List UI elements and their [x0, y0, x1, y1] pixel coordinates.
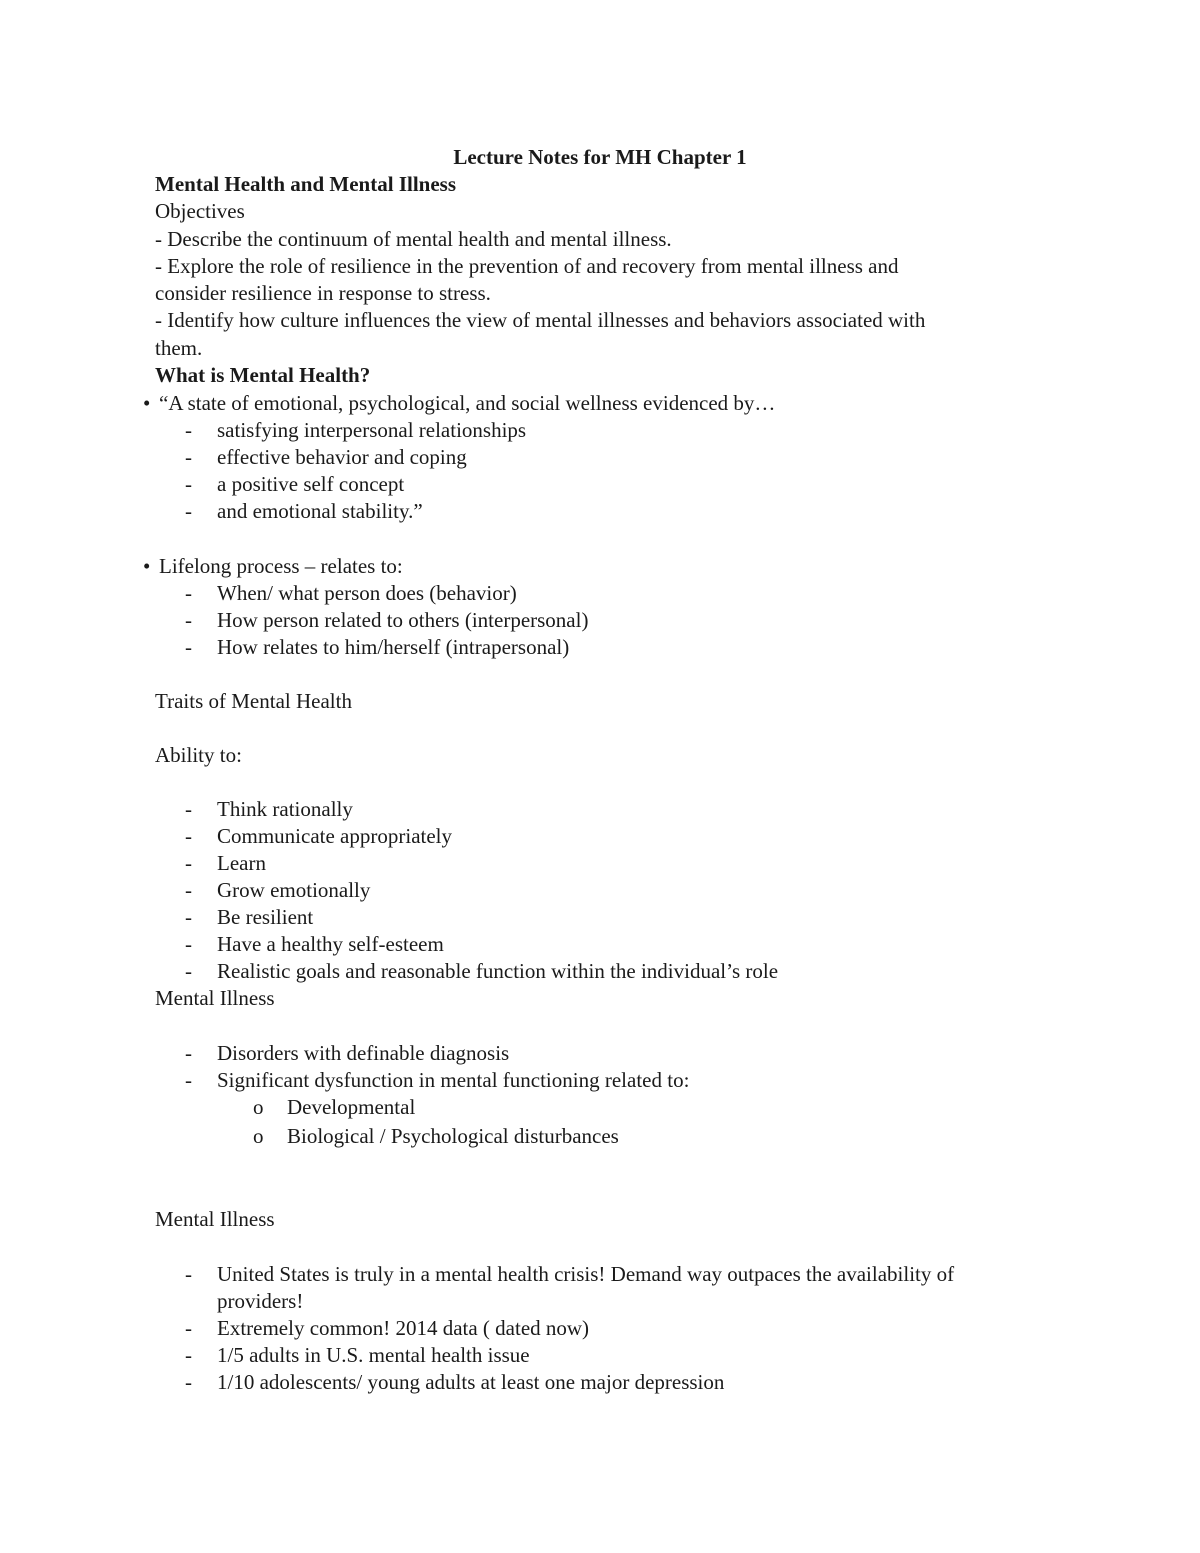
list-item-text: How person related to others (interpersonal): [217, 608, 589, 632]
list-item-text: a positive self concept: [217, 472, 405, 496]
bullet-marker: •: [143, 391, 151, 415]
ability-label: Ability to:: [155, 743, 242, 767]
objective-line: - Identify how culture influences the view of mental illnesses and behaviors associated with: [155, 308, 926, 332]
list-item: [185, 1067, 690, 1094]
objective-line: them.: [155, 336, 203, 360]
list-item: [185, 904, 314, 931]
objective-line: - Explore the role of resilience in the prevention of and recovery from mental illness and: [155, 254, 899, 278]
dash-marker: -: [185, 959, 192, 983]
dash-marker: -: [185, 1041, 192, 1065]
dash-marker: -: [185, 797, 192, 821]
list-item-text: Learn: [217, 851, 266, 875]
list-item: [185, 607, 589, 634]
section-heading: Mental Health and Mental Illness: [155, 172, 457, 196]
mental-illness-heading: Mental Illness: [155, 1207, 275, 1231]
dash-marker: -: [185, 824, 192, 848]
list-item: [185, 1315, 590, 1342]
dash-marker: -: [185, 445, 192, 469]
objective-line: - Describe the continuum of mental health and mental illness.: [155, 227, 672, 251]
bullet-text: Lifelong process – relates to:: [159, 554, 403, 578]
sub-list-item-text: Developmental: [287, 1095, 416, 1119]
dash-marker: -: [185, 932, 192, 956]
what-is-heading: What is Mental Health?: [155, 363, 371, 387]
sub-list-item-text: Biological / Psychological disturbances: [287, 1124, 619, 1148]
dash-marker: -: [185, 1262, 192, 1286]
list-item: [185, 1342, 530, 1369]
objective-line: consider resilience in response to stress.: [155, 281, 491, 305]
list-item: [185, 877, 371, 904]
list-item: [185, 958, 779, 985]
dash-marker: -: [185, 878, 192, 902]
dash-marker: -: [185, 1068, 192, 1092]
bullet-text: “A state of emotional, psychological, and social wellness evidenced by…: [159, 391, 776, 415]
objectives-label: Objectives: [155, 199, 245, 223]
dash-marker: -: [185, 1343, 192, 1367]
dash-marker: -: [185, 905, 192, 929]
sub-list-item: [253, 1094, 416, 1121]
dash-marker: -: [185, 581, 192, 605]
list-item: [185, 498, 423, 525]
list-item: [185, 823, 453, 850]
list-item-text: Significant dysfunction in mental functioning related to:: [217, 1068, 690, 1092]
list-item-text: and emotional stability.”: [217, 499, 423, 523]
dash-marker: -: [185, 1370, 192, 1394]
list-item: [185, 850, 266, 877]
document-title: Lecture Notes for MH Chapter 1: [453, 145, 747, 169]
mental-illness-heading: Mental Illness: [155, 986, 275, 1010]
list-item-text: United States is truly in a mental health crisis! Demand way outpaces the availability of: [217, 1262, 955, 1286]
circle-marker: o: [253, 1124, 264, 1148]
dash-marker: -: [185, 472, 192, 496]
list-item: [185, 1369, 725, 1396]
sub-list-item: [253, 1123, 619, 1150]
list-item-text: 1/5 adults in U.S. mental health issue: [217, 1343, 530, 1367]
list-item-text: Grow emotionally: [217, 878, 371, 902]
list-item-text: Be resilient: [217, 905, 314, 929]
list-item: [185, 1040, 510, 1067]
dash-marker: -: [185, 1316, 192, 1340]
list-item: [185, 796, 353, 823]
list-item: [185, 634, 570, 661]
list-item: [185, 1261, 955, 1288]
list-item-continuation: providers!: [217, 1289, 304, 1313]
list-item: [185, 580, 517, 607]
dash-marker: -: [185, 635, 192, 659]
list-item-text: 1/10 adolescents/ young adults at least one major depression: [217, 1370, 725, 1394]
list-item-text: Think rationally: [217, 797, 353, 821]
list-item-text: effective behavior and coping: [217, 445, 467, 469]
list-item-text: Have a healthy self-esteem: [217, 932, 444, 956]
list-item-text: When/ what person does (behavior): [217, 581, 517, 605]
traits-heading: Traits of Mental Health: [155, 689, 352, 713]
bullet-item: [143, 390, 776, 417]
list-item: [185, 444, 467, 471]
dash-marker: -: [185, 499, 192, 523]
list-item: [185, 417, 527, 444]
circle-marker: o: [253, 1095, 264, 1119]
bullet-marker: •: [143, 554, 151, 578]
list-item-text: Communicate appropriately: [217, 824, 453, 848]
list-item-text: satisfying interpersonal relationships: [217, 418, 527, 442]
dash-marker: -: [185, 851, 192, 875]
list-item: [185, 931, 444, 958]
list-item-text: Realistic goals and reasonable function within the individual’s role: [217, 959, 779, 983]
list-item-text: Disorders with definable diagnosis: [217, 1041, 510, 1065]
list-item-text: How relates to him/herself (intrapersonal): [217, 635, 570, 659]
list-item-text: Extremely common! 2014 data ( dated now): [217, 1316, 590, 1340]
bullet-item: [143, 553, 403, 580]
dash-marker: -: [185, 608, 192, 632]
list-item: [185, 471, 405, 498]
dash-marker: -: [185, 418, 192, 442]
